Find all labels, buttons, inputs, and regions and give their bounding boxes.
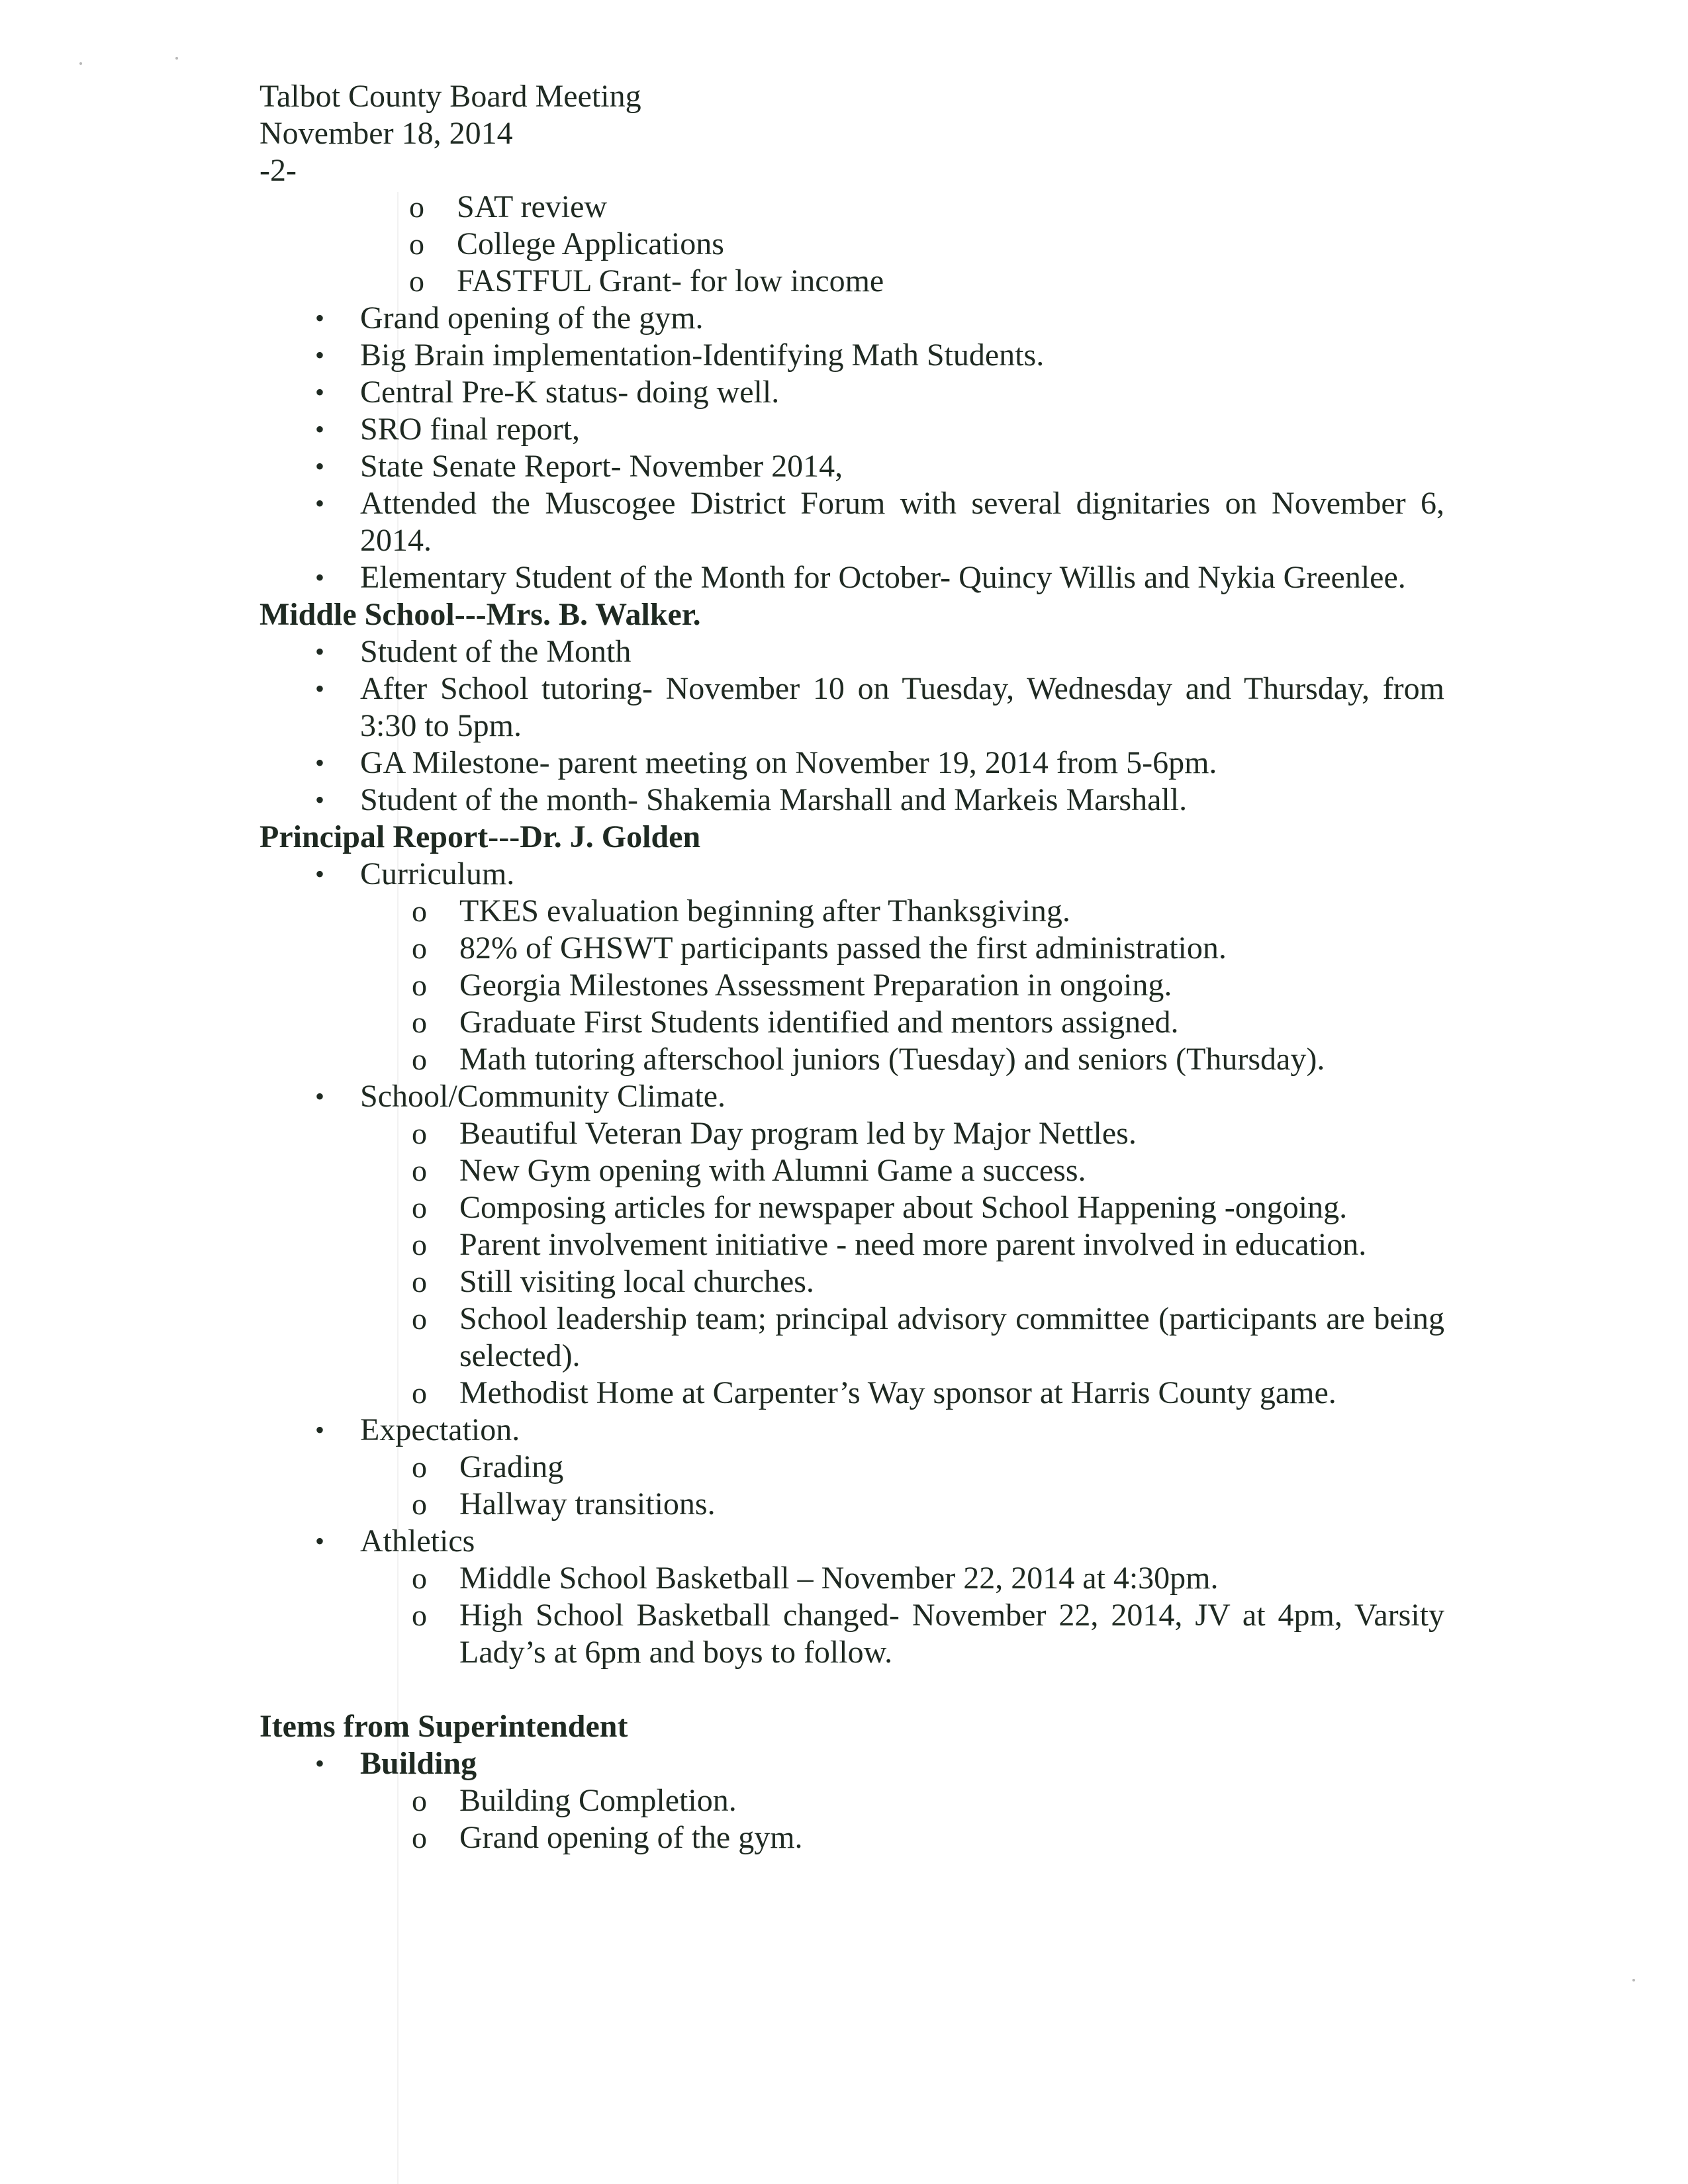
list-item: o Middle School Basketball – November 22, 2014 at 4:30pm. bbox=[412, 1561, 1219, 1596]
list-item: • Athletics bbox=[315, 1524, 475, 1559]
bullet-marker: • bbox=[315, 563, 325, 592]
principal-report-list bbox=[259, 1412, 1444, 1449]
list-item: • Building bbox=[315, 1746, 477, 1781]
list-item: o Grading bbox=[412, 1449, 564, 1484]
sub-bullet-marker: o bbox=[412, 1005, 427, 1039]
list-item: o Parent involvement initiative - need more parent involved in education. bbox=[412, 1227, 1367, 1262]
middle-school-heading: Middle School---Mrs. B. Walker. bbox=[259, 597, 701, 632]
sub-bullet-marker: o bbox=[409, 190, 424, 224]
bullet-marker: • bbox=[315, 859, 325, 889]
list-item: • After School tutoring- November 10 on Tuesday, Wednesday and Thursday, from 3:30 to 5pm. bbox=[315, 671, 1444, 743]
bullet-marker: • bbox=[315, 377, 325, 407]
list-item: o TKES evaluation beginning after Thanksgiving. bbox=[412, 893, 1070, 929]
elementary-list bbox=[259, 300, 1444, 596]
list-item: • SRO final report, bbox=[315, 412, 580, 447]
sub-bullet-marker: o bbox=[412, 1116, 427, 1150]
page-number: -2- bbox=[259, 153, 297, 188]
sub-bullet-marker: o bbox=[412, 894, 427, 928]
superintendent-heading: Items from Superintendent bbox=[259, 1709, 628, 1744]
sub-bullet-marker: o bbox=[412, 1191, 427, 1224]
sub-bullet-marker: o bbox=[409, 227, 424, 261]
bullet-marker: • bbox=[315, 303, 325, 333]
scan-speck bbox=[1632, 1979, 1635, 1981]
bullet-marker: • bbox=[315, 1526, 325, 1556]
list-item: o Grand opening of the gym. bbox=[412, 1820, 803, 1855]
list-item: • Expectation. bbox=[315, 1412, 520, 1447]
bullet-marker: • bbox=[315, 1081, 325, 1111]
bullet-marker: • bbox=[315, 451, 325, 481]
expectation-sub-list bbox=[259, 1449, 1444, 1523]
continued-sub-list bbox=[259, 189, 1444, 300]
principal-report-list bbox=[259, 856, 1444, 893]
list-item: o Math tutoring afterschool juniors (Tuesday) and seniors (Thursday). bbox=[412, 1042, 1325, 1077]
document-header bbox=[259, 78, 641, 189]
list-item: o High School Basketball changed- November 22, 2014, JV at 4pm, Varsity Lady’s at 6pm and boys to follow. bbox=[412, 1598, 1444, 1670]
sub-bullet-marker: o bbox=[412, 1228, 427, 1261]
principal-report-heading: Principal Report---Dr. J. Golden bbox=[259, 819, 701, 854]
superintendent-list bbox=[259, 1745, 1444, 1782]
list-item: o 82% of GHSWT participants passed the first administration. bbox=[412, 931, 1227, 966]
climate-sub-list bbox=[259, 1115, 1444, 1412]
list-item: o Beautiful Veteran Day program led by Major Nettles. bbox=[412, 1116, 1137, 1151]
list-item: o Hallway transitions. bbox=[412, 1486, 716, 1522]
scan-speck bbox=[175, 57, 178, 60]
list-item: • Central Pre-K status- doing well. bbox=[315, 375, 780, 410]
list-item: • Curriculum. bbox=[315, 856, 515, 891]
minutes-body bbox=[259, 189, 1444, 1856]
sub-bullet-marker: o bbox=[412, 1154, 427, 1187]
sub-bullet-marker: o bbox=[412, 1598, 427, 1632]
sub-bullet-marker: o bbox=[412, 931, 427, 965]
sub-bullet-marker: o bbox=[412, 1042, 427, 1076]
list-item: o School leadership team; principal advisory committee (participants are being selected). bbox=[412, 1301, 1444, 1373]
principal-report-list bbox=[259, 1523, 1444, 1560]
section-spacer bbox=[259, 1671, 1444, 1708]
principal-report-list bbox=[259, 1078, 1444, 1115]
scan-speck bbox=[79, 62, 82, 65]
list-item: o College Applications bbox=[409, 226, 724, 261]
list-item: • Attended the Muscogee District Forum with several dignitaries on November 6, 2014. bbox=[315, 486, 1444, 558]
sub-bullet-marker: o bbox=[412, 1265, 427, 1298]
sub-bullet-marker: o bbox=[412, 1784, 427, 1817]
sub-bullet-marker: o bbox=[412, 1487, 427, 1521]
list-item: o New Gym opening with Alumni Game a success. bbox=[412, 1153, 1086, 1188]
bullet-marker: • bbox=[315, 674, 325, 704]
list-item: • Student of the Month bbox=[315, 634, 632, 669]
sub-bullet-marker: o bbox=[409, 264, 424, 298]
list-item: o Graduate First Students identified and mentors assigned. bbox=[412, 1005, 1179, 1040]
list-item: o FASTFUL Grant- for low income bbox=[409, 263, 884, 298]
bullet-marker: • bbox=[315, 414, 325, 444]
list-item: • Student of the month- Shakemia Marshall and Markeis Marshall. bbox=[315, 782, 1188, 817]
list-item: • GA Milestone- parent meeting on November 19, 2014 from 5-6pm. bbox=[315, 745, 1217, 780]
list-item: o Methodist Home at Carpenter’s Way sponsor at Harris County game. bbox=[412, 1375, 1336, 1410]
sub-bullet-marker: o bbox=[412, 1376, 427, 1410]
list-item: o Building Completion. bbox=[412, 1783, 737, 1818]
list-item: o Still visiting local churches. bbox=[412, 1264, 814, 1299]
bullet-marker: • bbox=[315, 748, 325, 778]
bullet-marker: • bbox=[315, 1749, 325, 1778]
building-sub-list bbox=[259, 1782, 1444, 1856]
sub-bullet-marker: o bbox=[412, 1821, 427, 1854]
athletics-sub-list bbox=[259, 1560, 1444, 1671]
bullet-marker: • bbox=[315, 637, 325, 666]
sub-bullet-marker: o bbox=[412, 1302, 427, 1336]
list-item: o Composing articles for newspaper about School Happening -ongoing. bbox=[412, 1190, 1348, 1225]
sub-bullet-marker: o bbox=[412, 968, 427, 1002]
list-item: • School/Community Climate. bbox=[315, 1079, 726, 1114]
sub-bullet-marker: o bbox=[412, 1450, 427, 1484]
bullet-marker: • bbox=[315, 785, 325, 815]
bullet-marker: • bbox=[315, 488, 325, 518]
meeting-date: November 18, 2014 bbox=[259, 116, 513, 151]
list-item: • State Senate Report- November 2014, bbox=[315, 449, 843, 484]
list-item: • Elementary Student of the Month for October- Quincy Willis and Nykia Greenlee. bbox=[315, 560, 1406, 595]
list-item: o SAT review bbox=[409, 189, 608, 224]
curriculum-sub-list bbox=[259, 893, 1444, 1078]
board-meeting-title: Talbot County Board Meeting bbox=[259, 79, 641, 114]
list-item: • Grand opening of the gym. bbox=[315, 300, 704, 336]
list-item: o Georgia Milestones Assessment Preparation in ongoing. bbox=[412, 968, 1172, 1003]
sub-bullet-marker: o bbox=[412, 1561, 427, 1595]
middle-school-list bbox=[259, 633, 1444, 819]
list-item: • Big Brain implementation-Identifying Math Students. bbox=[315, 338, 1045, 373]
bullet-marker: • bbox=[315, 340, 325, 370]
bullet-marker: • bbox=[315, 1415, 325, 1445]
